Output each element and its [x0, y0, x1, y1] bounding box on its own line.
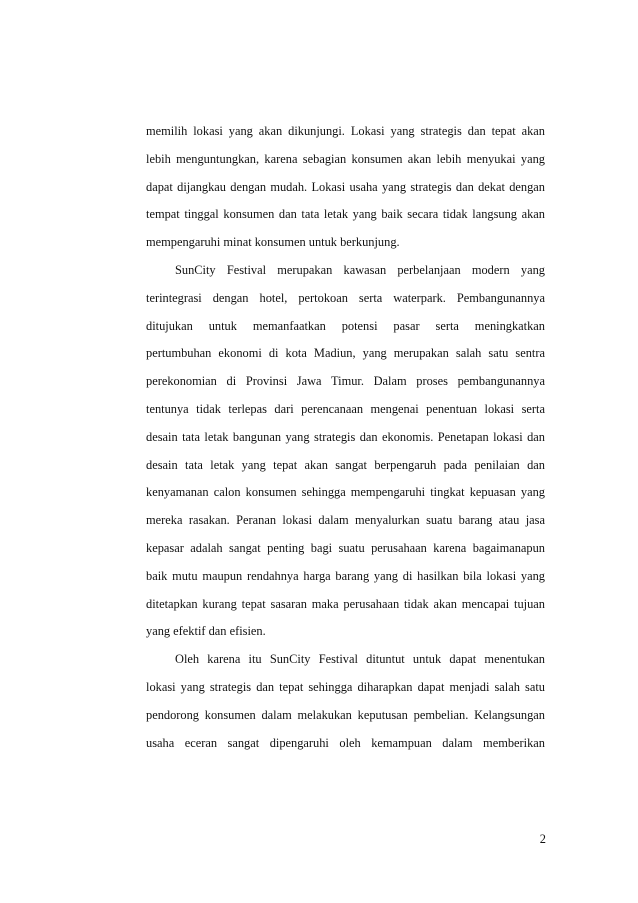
text-line: lokasi yang strategis dan tepat sehingga diharapkan dapat menjadi salah satu: [146, 679, 545, 694]
paragraph: [146, 646, 545, 757]
text-line: mempengaruhi minat konsumen untuk berkunjung.: [146, 235, 400, 250]
text-line: dapat dijangkau dengan mudah. Lokasi usaha yang strategis dan dekat dengan: [146, 179, 545, 194]
text-line: perekonomian di Provinsi Jawa Timur. Dalam proses pembangunannya: [146, 374, 545, 389]
text-line: yang efektif dan efisien.: [146, 624, 266, 639]
text-line: kenyamanan calon konsumen sehingga mempengaruhi tingkat kepuasan yang: [146, 485, 545, 500]
text-line: ditetapkan kurang tepat sasaran maka perusahaan tidak akan mencapai tujuan: [146, 596, 545, 611]
paragraph: [146, 257, 545, 646]
text-line: ditujukan untuk memanfaatkan potensi pasar serta meningkatkan: [146, 318, 545, 333]
text-line: lebih menguntungkan, karena sebagian konsumen akan lebih menyukai yang: [146, 151, 545, 166]
text-line: SunCity Festival merupakan kawasan perbelanjaan modern yang: [175, 262, 545, 277]
text-line: usaha eceran sangat dipengaruhi oleh kemampuan dalam memberikan: [146, 735, 545, 750]
page-number: 2: [539, 832, 546, 846]
body-text: [146, 118, 545, 757]
text-line: pendorong konsumen dalam melakukan keputusan pembelian. Kelangsungan: [146, 707, 545, 722]
text-line: tempat tinggal konsumen dan tata letak yang baik secara tidak langsung akan: [146, 207, 545, 222]
text-line: desain tata letak bangunan yang strategis dan ekonomis. Penetapan lokasi dan: [146, 429, 545, 444]
text-line: terintegrasi dengan hotel, pertokoan serta waterpark. Pembangunannya: [146, 290, 545, 305]
text-line: Oleh karena itu SunCity Festival dituntut untuk dapat menentukan: [175, 652, 545, 667]
text-line: desain tata letak yang tepat akan sangat berpengaruh pada penilaian dan: [146, 457, 545, 472]
text-line: kepasar adalah sangat penting bagi suatu perusahaan karena bagaimanapun: [146, 540, 545, 555]
text-line: tentunya tidak terlepas dari perencanaan mengenai penentuan lokasi serta: [146, 401, 545, 416]
text-line: pertumbuhan ekonomi di kota Madiun, yang merupakan salah satu sentra: [146, 346, 545, 361]
text-line: memilih lokasi yang akan dikunjungi. Lokasi yang strategis dan tepat akan: [146, 124, 545, 138]
text-line: baik mutu maupun rendahnya harga barang yang di hasilkan bila lokasi yang: [146, 568, 545, 583]
paragraph: [146, 118, 545, 257]
text-line: mereka rasakan. Peranan lokasi dalam menyalurkan suatu barang atau jasa: [146, 513, 545, 528]
